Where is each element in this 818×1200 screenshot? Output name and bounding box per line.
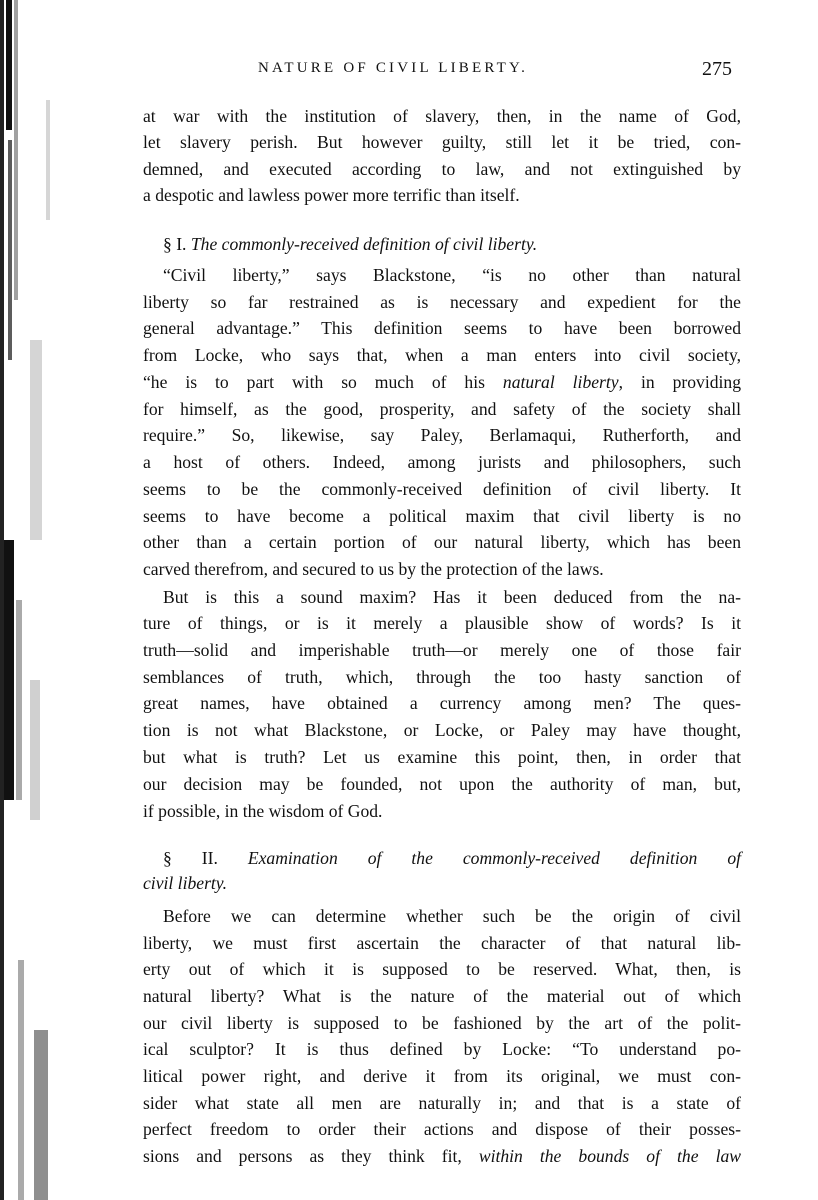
italic-text: within the bounds of the law (478, 1146, 741, 1166)
italic-text: The commonly-received definition of civil liberty. (190, 234, 538, 254)
text-segment: Before we can determine whether such be the origin of civil (163, 906, 741, 926)
text-line (143, 932, 741, 954)
running-head-title: NATURE OF CIVIL LIBERTY. (258, 60, 529, 76)
text-segment: sider what state all men are naturally in; and that is a state of (143, 1093, 741, 1113)
text-segment: other than a certain portion of our natural liberty, which has been (143, 532, 741, 552)
text-line (163, 586, 741, 608)
text-line (163, 264, 741, 286)
text-segment: seems to have become a political maxim that civil liberty is no (143, 506, 741, 526)
text-line (143, 158, 741, 180)
text-line (143, 424, 741, 446)
text-segment: let slavery perish. But however guilty, still let it be tried, con- (143, 132, 741, 152)
text-segment: “Civil liberty,” says Blackstone, “is no other than natural (163, 265, 741, 285)
text-segment: § I. (163, 234, 191, 254)
text-segment: our civil liberty is supposed to be fashioned by the art of the polit- (143, 1013, 741, 1033)
text-line (143, 1145, 741, 1167)
text-segment: require.” So, likewise, say Paley, Berlamaqui, Rutherforth, and (143, 425, 741, 445)
text-line (143, 531, 741, 553)
text-line (143, 505, 741, 527)
text-segment: ical sculptor? It is thus defined by Locke: “To understand po- (143, 1039, 741, 1059)
text-line (143, 1118, 741, 1140)
text-segment: for himself, as the good, prosperity, and safety of the society shall (143, 399, 741, 419)
text-line (143, 746, 741, 768)
text-line (163, 905, 741, 927)
text-line (143, 558, 741, 580)
text-segment: But is this a sound maxim? Has it been deduced from the na- (163, 587, 741, 607)
text-segment: tion is not what Blackstone, or Locke, or Paley may have thought, (143, 720, 741, 740)
text-line (143, 666, 741, 688)
text-segment: litical power right, and derive it from its original, we must con- (143, 1066, 741, 1086)
text-line (143, 398, 741, 420)
text-line (143, 1065, 741, 1087)
text-line (143, 371, 741, 393)
text-segment: , in providing (618, 372, 741, 392)
text-line (143, 958, 741, 980)
text-segment: at war with the institution of slavery, then, in the name of God, (143, 106, 741, 126)
text-segment: ture of things, or is it merely a plausible show of words? Is it (143, 613, 741, 633)
section-heading-line (163, 233, 741, 255)
text-segment: liberty, we must first ascertain the character of that natural lib- (143, 933, 741, 953)
italic-text: Examination of the commonly-received definition of (247, 848, 741, 868)
italic-text: civil liberty. (143, 873, 228, 893)
text-segment: but what is truth? Let us examine this point, then, in order that (143, 747, 741, 767)
text-segment: perfect freedom to order their actions and dispose of their posses- (143, 1119, 741, 1139)
text-line (143, 291, 741, 313)
text-segment: seems to be the commonly-received definition of civil liberty. It (143, 479, 741, 499)
text-line (143, 1092, 741, 1114)
text-segment: general advantage.” This definition seems to have been borrowed (143, 318, 741, 338)
text-segment: “he is to part with so much of his (143, 372, 503, 392)
text-segment: sions and persons as they think fit, (143, 1146, 479, 1166)
text-line (143, 692, 741, 714)
text-line (143, 639, 741, 661)
text-line (143, 612, 741, 634)
text-segment: truth—solid and imperishable truth—or merely one of those fair (143, 640, 741, 660)
text-line (143, 131, 741, 153)
text-segment: carved therefrom, and secured to us by the protection of the laws. (143, 559, 604, 579)
text-line (143, 317, 741, 339)
section-heading-line (143, 872, 741, 894)
text-segment: semblances of truth, which, through the too hasty sanction of (143, 667, 741, 687)
page-number: 275 (702, 58, 732, 80)
section-heading-line (163, 847, 741, 869)
book-binding-edge (0, 0, 60, 1200)
text-segment: erty out of which it is supposed to be reserved. What, then, is (143, 959, 741, 979)
text-line (143, 451, 741, 473)
text-line (143, 1038, 741, 1060)
text-line (143, 1012, 741, 1034)
text-segment: a host of others. Indeed, among jurists and philosophers, such (143, 452, 741, 472)
text-line (143, 105, 741, 127)
text-segment: liberty so far restrained as is necessary and expedient for the (143, 292, 741, 312)
text-segment: our decision may be founded, not upon the authority of man, but, (143, 774, 741, 794)
text-segment: demned, and executed according to law, and not extinguished by (143, 159, 741, 179)
text-segment: § II. (163, 848, 248, 868)
text-line (143, 773, 741, 795)
text-line (143, 719, 741, 741)
text-line (143, 184, 741, 206)
text-segment: great names, have obtained a currency among men? The ques- (143, 693, 741, 713)
text-segment: from Locke, who says that, when a man enters into civil society, (143, 345, 741, 365)
text-line (143, 800, 741, 822)
text-segment: if possible, in the wisdom of God. (143, 801, 383, 821)
text-segment: natural liberty? What is the nature of the material out of which (143, 986, 741, 1006)
text-line (143, 478, 741, 500)
text-line (143, 985, 741, 1007)
text-line (143, 344, 741, 366)
text-segment: a despotic and lawless power more terrific than itself. (143, 185, 520, 205)
italic-text: natural liberty (502, 372, 619, 392)
